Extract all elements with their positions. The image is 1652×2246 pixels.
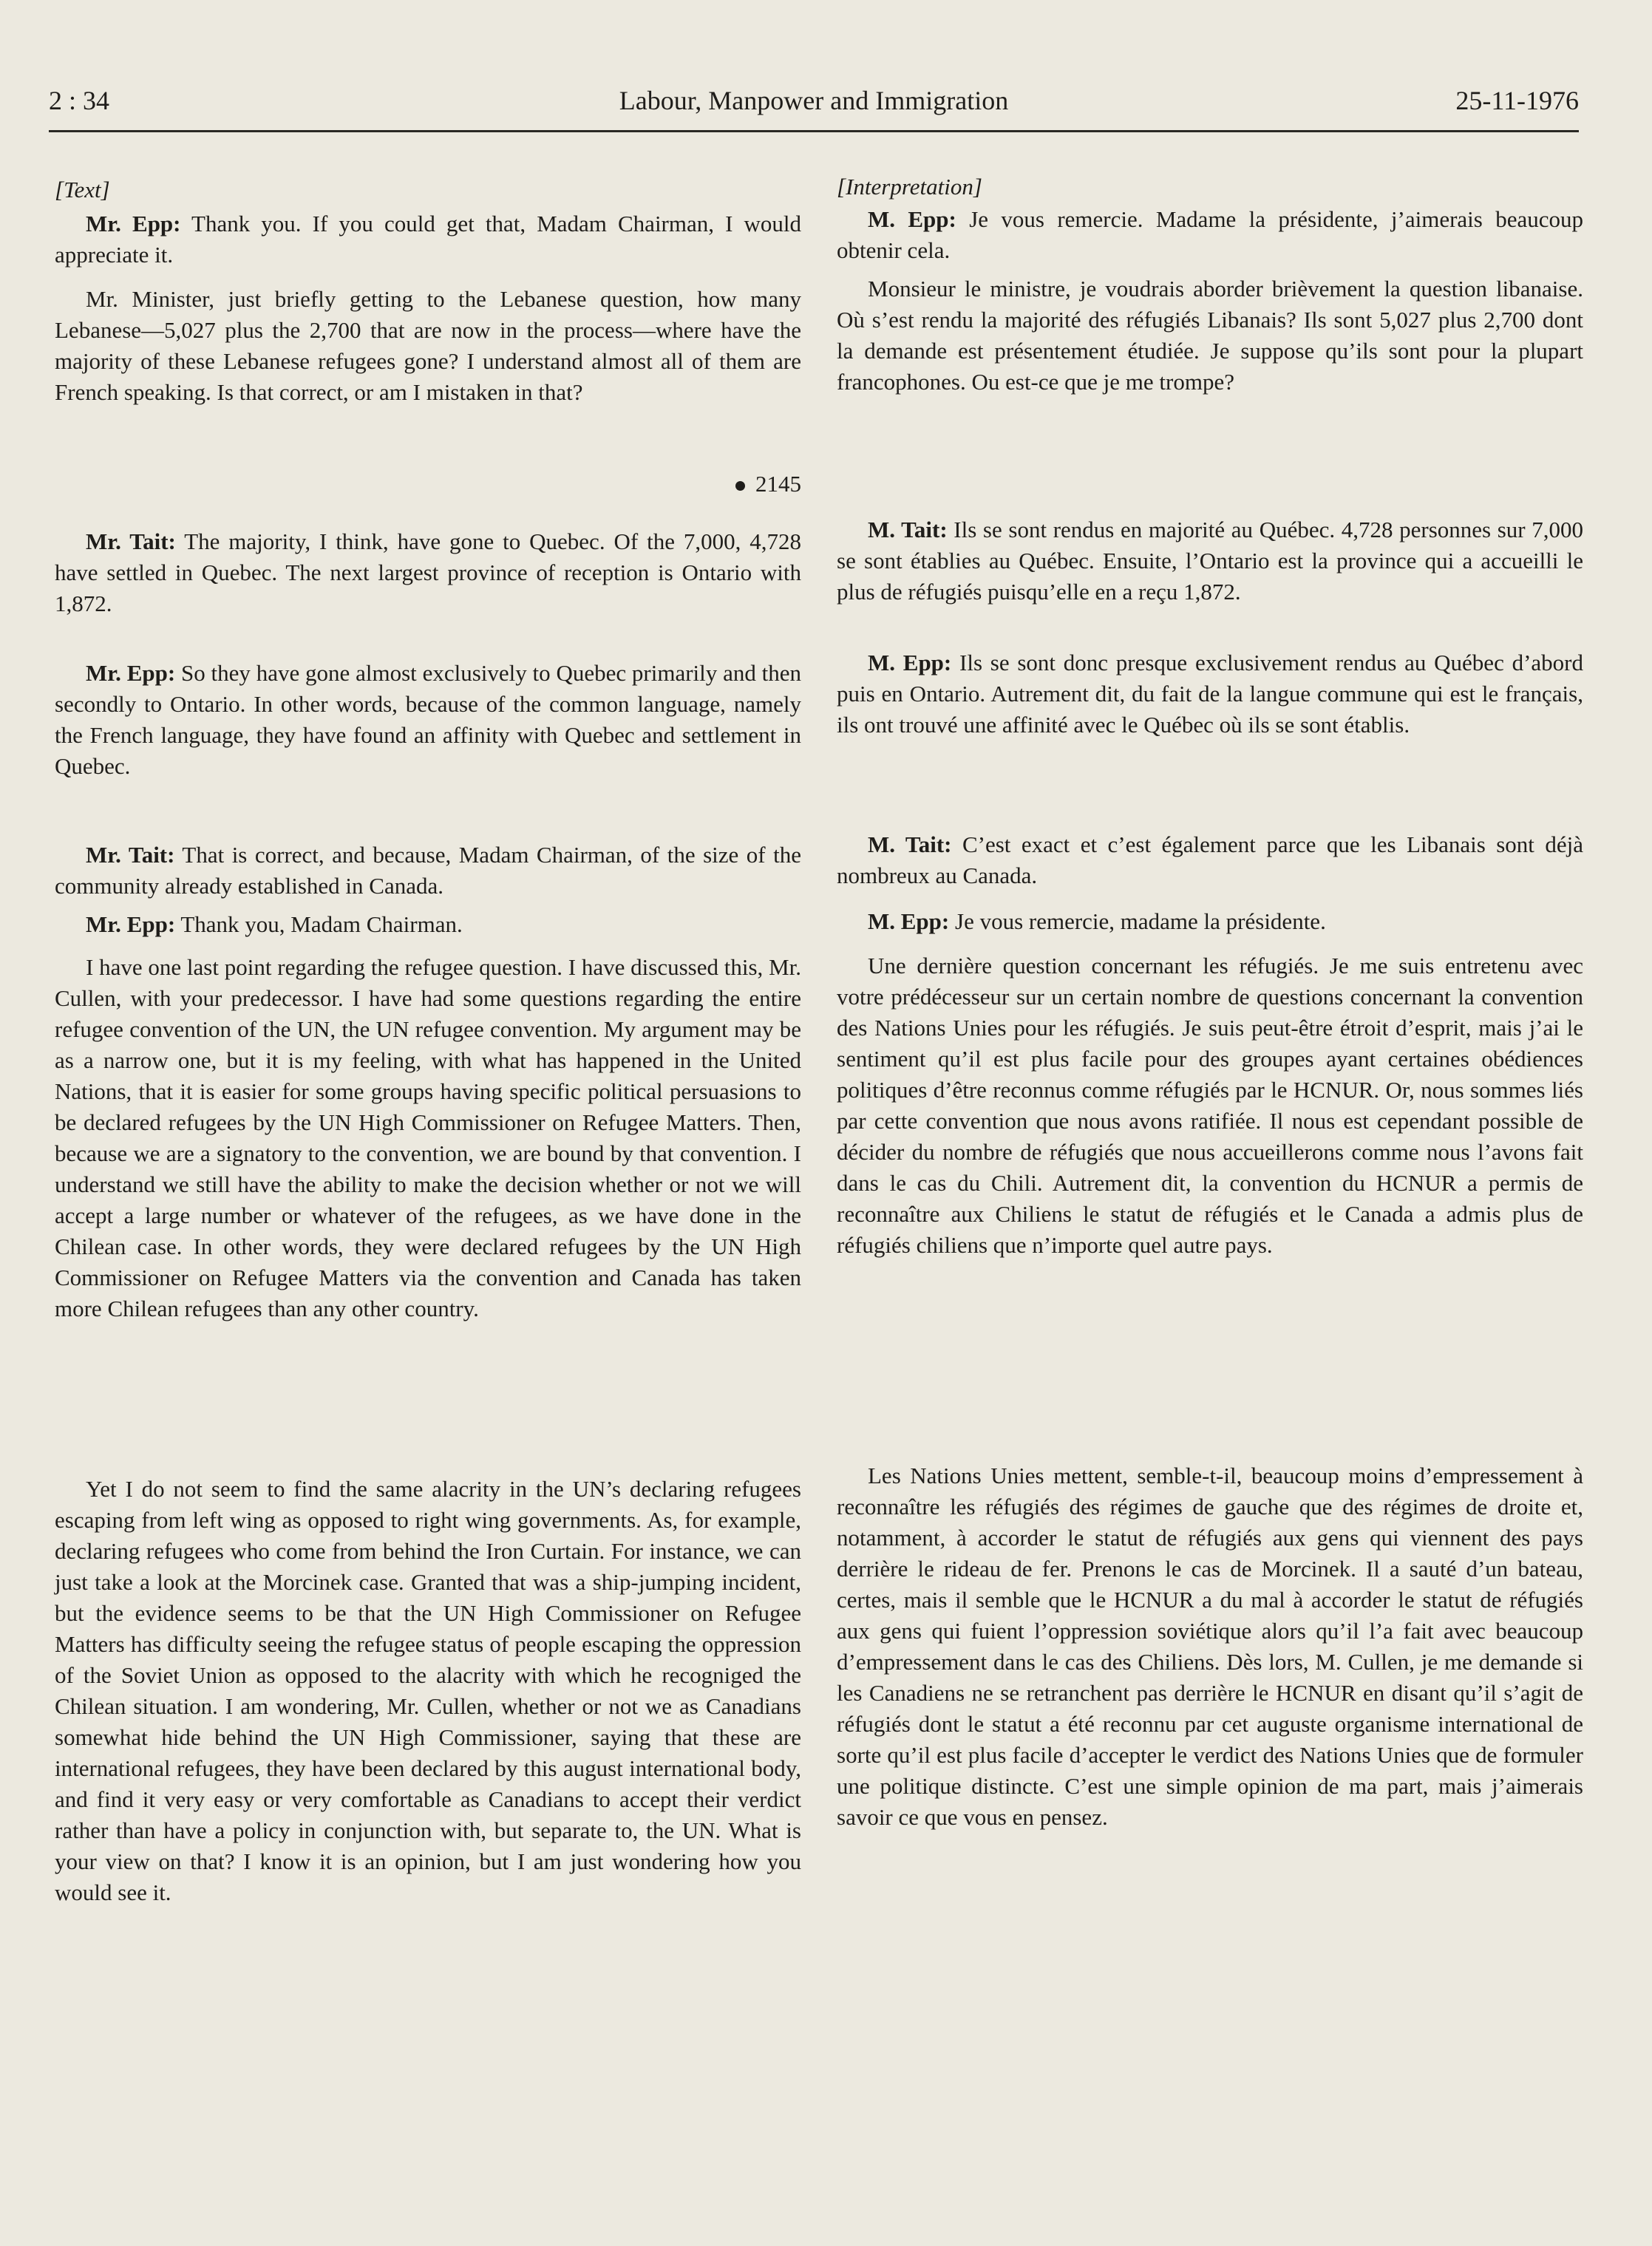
speech-text: C’est exact et c’est également parce que les Libanais sont déjà nombreux au Canada. (837, 831, 1583, 888)
speech-text: Ils se sont donc presque exclusivement rendus au Québec d’abord puis en Ontario. Autrement dit, du fait de la langue commune qui est le français, ils ont trouvé une affinité avec le Québec où ils se sont établis. (837, 650, 1583, 738)
speaker-name: Mr. Epp: (86, 211, 181, 236)
speaker-name: Mr. Epp: (86, 660, 176, 686)
speaker-name: M. Epp: (868, 206, 956, 232)
speech-text: Je vous remercie. Madame la présidente, j’aimerais beaucoup obtenir cela. (837, 206, 1583, 263)
speech-paragraph (837, 1460, 1583, 1833)
speaker-name: Mr. Tait: (86, 842, 175, 868)
speech-text: Mr. Minister, just briefly getting to the Lebanese question, how many Lebanese—5,027 plus the 2,700 that are now in the process—where have the majority of these Lebanese refugees gone? I understand almost all of them are French speaking. Is that correct, or am I mistaken in that? (55, 286, 801, 405)
speech-text: Une dernière question concernant les réfugiés. Je me suis entretenu avec votre prédécesseur sur un certain nombre de questions concernant la convention des Nations Unies pour les réfugiés. Je suis peut-être étroit d’esprit, mais j’ai le sentiment qu’il est plus facile pour des groupes ayant certaines obédiences politiques d’être reconnus comme réfugiés par le HCNUR. Or, nous sommes liés par cette convention que nous avons ratifiée. Il nous est cependant possible de décider du nombre de réfugiés que nous accueillerons comme nous l’avons fait dans le cas du Chili. Autrement dit, la convention du HCNUR a permis de reconnaître aux Chiliens le statut de réfugiés et le Canada a admis plus de réfugiés chiliens que n’importe quel autre pays. (837, 953, 1583, 1258)
speech-paragraph (55, 952, 801, 1324)
section-tag: [Text] (55, 177, 110, 203)
page-header (49, 83, 1579, 127)
speech-paragraph (55, 840, 801, 902)
time-marker-text: 2145 (755, 471, 801, 497)
speech-text: So they have gone almost exclusively to Quebec primarily and then secondly to Ontario. In other words, because of the common language, namely the French language, they have found an affinity with Quebec and settlement in Quebec. (55, 660, 802, 779)
time-marker (55, 469, 801, 500)
speaker-name: Mr. Epp: (86, 911, 176, 937)
section-tag: [Interpretation] (837, 174, 982, 200)
header-rule (49, 130, 1579, 132)
speech-text: Ils se sont rendus en majorité au Québec. 4,728 personnes sur 7,000 se sont établies au Québec. Ensuite, l’Ontario est la province qui a accueilli le plus de réfugiés puisqu’elle en a reçu 1,872. (837, 517, 1583, 605)
header-date: 25-11-1976 (1455, 86, 1579, 115)
speech-paragraph (837, 829, 1583, 891)
speech-text: The majority, I think, have gone to Quebec. Of the 7,000, 4,728 have settled in Quebec. The next largest province of reception is Ontario with 1,872. (55, 528, 802, 616)
speech-text: Je vous remercie, madame la présidente. (949, 908, 1326, 934)
speech-text: That is correct, and because, Madam Chairman, of the size of the community already established in Canada. (55, 842, 801, 899)
page-number: 2 : 34 (49, 86, 110, 115)
speech-paragraph (837, 906, 1583, 937)
speech-paragraph (55, 284, 801, 408)
speech-text: Thank you, Madam Chairman. (175, 911, 463, 937)
speaker-name: M. Epp: (868, 650, 952, 675)
speaker-name: M. Tait: (868, 517, 948, 542)
speech-paragraph (55, 208, 801, 270)
speech-paragraph (837, 204, 1583, 266)
speech-paragraph (837, 514, 1583, 608)
speaker-name: Mr. Tait: (86, 528, 176, 554)
speech-paragraph (837, 273, 1583, 398)
speech-text: Les Nations Unies mettent, semble-t-il, beaucoup moins d’empressement à reconnaître les réfugiés des régimes de gauche que des régimes de droite et, notamment, à accorder le statut de réfugiés aux gens qui viennent des pays derrière le rideau de fer. Prenons le cas de Morcinek. Il a sauté d’un bateau, certes, mais il semble que le HCNUR a du mal à accorder le statut de réfugiés aux gens qui fuient l’oppression soviétique alors qu’il l’a fait avec beaucoup d’empressement dans le cas des Chiliens. Dès lors, M. Cullen, je me demande si les Canadiens ne se retranchent pas derrière le HCNUR en disant qu’il s’agit de réfugiés dont le statut a été reconnu par cet auguste organisme international de sorte qu’il est plus facile d’accepter le verdict des Nations Unies que de formuler une politique distincte. C’est une simple opinion de ma part, mais j’aimerais savoir ce que vous en pensez. (837, 1463, 1583, 1830)
speech-text: Monsieur le ministre, je voudrais aborder brièvement la question libanaise. Où s’est rendu la majorité des réfugiés Libanais? Ils sont 5,027 plus 2,700 dont la demande est présentement étudiée. Je suppose qu’ils sont pour la plupart francophones. Ou est-ce que je me trompe? (837, 276, 1583, 395)
speech-paragraph (837, 647, 1583, 741)
speech-text: Thank you. If you could get that, Madam Chairman, I would appreciate it. (55, 211, 801, 268)
speech-text: Yet I do not seem to find the same alacrity in the UN’s declaring refugees escaping from left wing as opposed to right wing governments. As, for example, declaring refugees who come from behind the Iron Curtain. For instance, we can just take a look at the Morcinek case. Granted that was a ship-jumping incident, but the evidence seems to be that the UN High Commissioner on Refugee Matters has difficulty seeing the refugee status of people escaping the oppression of the Soviet Union as opposed to the alacrity with which he recogniged the Chilean situation. I am wondering, Mr. Cullen, whether or not we as Canadians somewhat hide behind the UN High Commissioner, saying that these are international refugees, they have been declared by this august international body, and find it very easy or very comfortable as Canadians to accept their verdict rather than have a policy in conjunction with, but separate to, the UN. What is your view on that? I know it is an opinion, but I am just wondering how you would see it. (55, 1476, 801, 1905)
speech-paragraph (837, 950, 1583, 1261)
speech-paragraph (55, 909, 801, 940)
speech-paragraph (55, 526, 801, 619)
speaker-name: M. Epp: (868, 908, 950, 934)
speech-text: I have one last point regarding the refugee question. I have discussed this, Mr. Cullen, with your predecessor. I have had some questions regarding the entire refugee convention of the UN, the UN refugee convention. My argument may be as a narrow one, but it is my feeling, with what has happened in the United Nations, that it is easier for some groups having specific political persuasions to be declared refugees by the UN High Commissioner on Refugee Matters. Then, because we are a signatory to the convention, we are bound by that convention. I understand we still have the ability to make the decision whether or not we will accept a large number or whatever of the refugees, as we have done in the Chilean case. In other words, they were declared refugees by the UN High Commissioner on Refugee Matters via the convention and Canada has taken more Chilean refugees than any other country. (55, 954, 801, 1321)
running-title: Labour, Manpower and Immigration (619, 86, 1009, 115)
speech-paragraph (55, 658, 801, 782)
bullet-dot-icon (735, 481, 745, 491)
speaker-name: M. Tait: (868, 831, 952, 857)
speech-paragraph (55, 1474, 801, 1908)
